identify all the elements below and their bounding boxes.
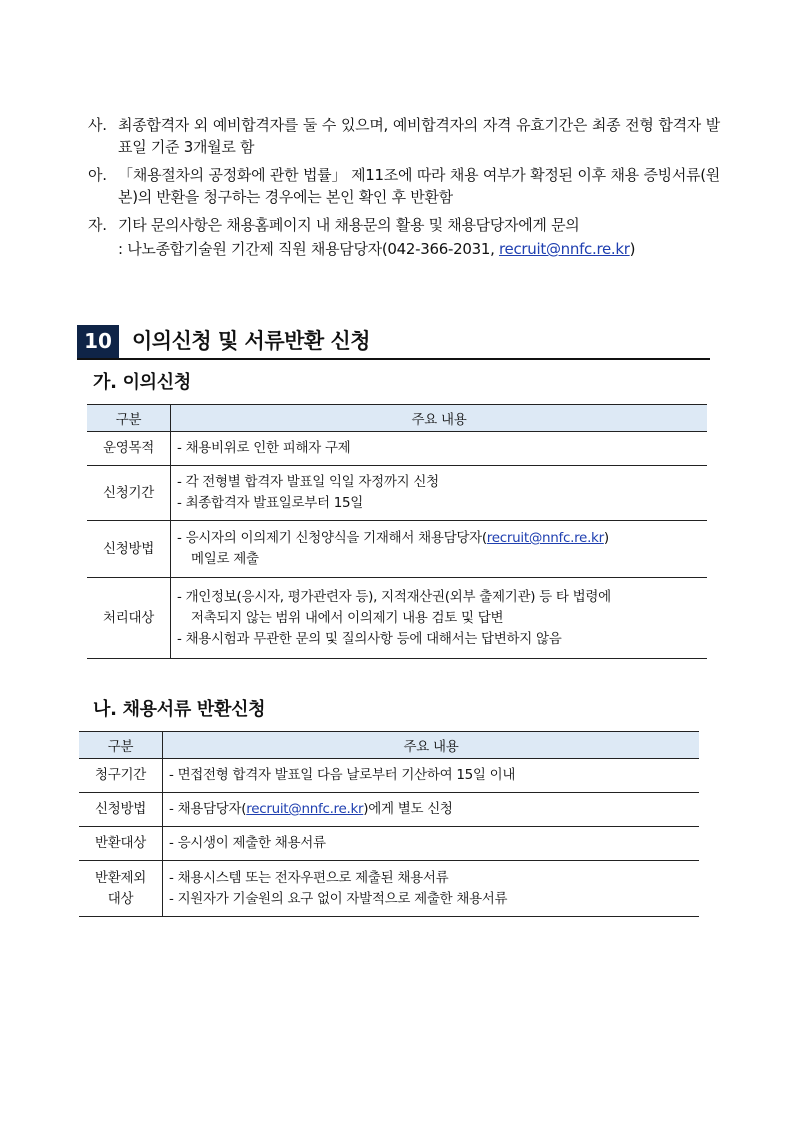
row-label: 청구기간 <box>79 759 163 793</box>
row-line-text: ) <box>603 530 609 546</box>
row-content <box>163 861 700 917</box>
row-line: - 응시생이 제출한 채용서류 <box>169 835 326 851</box>
table-row <box>79 793 699 827</box>
note-marker: 사. <box>88 116 107 134</box>
row-line: - 채용시스템 또는 전자우편으로 제출된 채용서류 <box>169 869 449 886</box>
note-item <box>88 114 720 158</box>
table-row <box>79 759 699 793</box>
row-line: - 각 전형별 합격자 발표일 익일 자정까지 신청 <box>177 474 439 490</box>
row-label-line: 대상 <box>107 890 134 907</box>
row-label-line: 반환제외 <box>95 869 146 886</box>
table-row <box>79 861 699 917</box>
table-header-category: 구분 <box>79 732 163 759</box>
section-title: 이의신청 및 서류반환 신청 <box>132 329 371 353</box>
notes-list <box>88 114 720 260</box>
row-label: 신청기간 <box>87 466 171 521</box>
row-line <box>169 799 693 820</box>
table-row <box>79 827 699 861</box>
table-row <box>87 466 707 521</box>
row-content <box>163 759 700 793</box>
note-text: 최종합격자 외 예비합격자를 둘 수 있으며, 예비합격자의 자격 유효기간은 최종 전형 합격자 발표일 기준 3개월로 함 <box>118 116 720 156</box>
row-content <box>171 466 708 521</box>
table-row <box>87 578 707 659</box>
row-line: - 개인정보(응시자, 평가관련자 등), 지적재산권(외부 출제기관) 등 타 법령에 <box>177 588 611 605</box>
note-text: 「채용절차의 공정화에 관한 법률」 제11조에 따라 채용 여부가 확정된 이후 채용 증빙서류(원본)의 반환을 청구하는 경우에는 본인 확인 후 반환함 <box>118 166 720 206</box>
row-line-text: - 응시자의 이의제기 신청양식을 기재해서 채용담당자( <box>177 530 487 546</box>
row-line-text: )에게 별도 신청 <box>363 801 453 817</box>
section-header <box>77 325 710 360</box>
note-text: 기타 문의사항은 채용홈페이지 내 채용문의 활용 및 채용담당자에게 문의 <box>118 216 580 234</box>
row-label: 신청방법 <box>87 521 171 578</box>
subsection-heading-objection: 가. 이의신청 <box>93 372 191 393</box>
table-header-row <box>87 405 707 432</box>
note-item <box>88 164 720 208</box>
contact-prefix: : 나노종합기술원 기간제 직원 채용담당자(042-366-2031, <box>118 240 500 258</box>
row-content <box>171 578 708 659</box>
table-header-content: 주요 내용 <box>163 732 700 759</box>
subsection-heading-document-return: 나. 채용서류 반환신청 <box>93 699 266 720</box>
row-line: - 면접전형 합격자 발표일 다음 날로부터 기산하여 15일 이내 <box>169 767 516 783</box>
email-link[interactable]: recruit@nnfc.re.kr <box>486 530 604 546</box>
table-header-category: 구분 <box>87 405 171 432</box>
row-content <box>163 793 700 827</box>
table-row <box>87 521 707 578</box>
row-label: 운영목적 <box>87 432 171 466</box>
row-line: 저촉되지 않는 범위 내에서 이의제기 내용 검토 및 답변 <box>191 609 504 626</box>
row-line: - 최종합격자 발표일로부터 15일 <box>177 495 364 511</box>
note-item <box>88 214 720 236</box>
contact-email-link[interactable]: recruit@nnfc.re.kr <box>499 240 630 258</box>
table-row <box>87 432 707 466</box>
table-header-content: 주요 내용 <box>171 405 708 432</box>
row-content <box>171 432 708 466</box>
row-content <box>163 827 700 861</box>
section-number: 10 <box>77 325 119 358</box>
email-link[interactable]: recruit@nnfc.re.kr <box>246 801 364 817</box>
row-line: - 지원자가 기술원의 요구 없이 자발적으로 제출한 채용서류 <box>169 890 508 907</box>
row-line: 메일로 제출 <box>191 551 259 567</box>
row-content <box>171 521 708 578</box>
row-label: 처리대상 <box>87 578 171 659</box>
objection-table <box>87 404 707 659</box>
note-marker: 아. <box>88 166 107 184</box>
contact-suffix: ) <box>629 240 636 258</box>
document-return-table <box>79 731 699 917</box>
contact-line <box>88 238 720 260</box>
row-label <box>79 861 163 917</box>
row-line: - 채용시험과 무관한 문의 및 질의사항 등에 대해서는 답변하지 않음 <box>177 630 562 647</box>
row-label: 반환대상 <box>79 827 163 861</box>
row-line-text: - 채용담당자( <box>169 801 247 817</box>
row-label: 신청방법 <box>79 793 163 827</box>
row-line: - 채용비위로 인한 피해자 구제 <box>177 440 351 456</box>
table-header-row <box>79 732 699 759</box>
row-line <box>177 528 701 549</box>
note-marker: 자. <box>88 216 107 234</box>
